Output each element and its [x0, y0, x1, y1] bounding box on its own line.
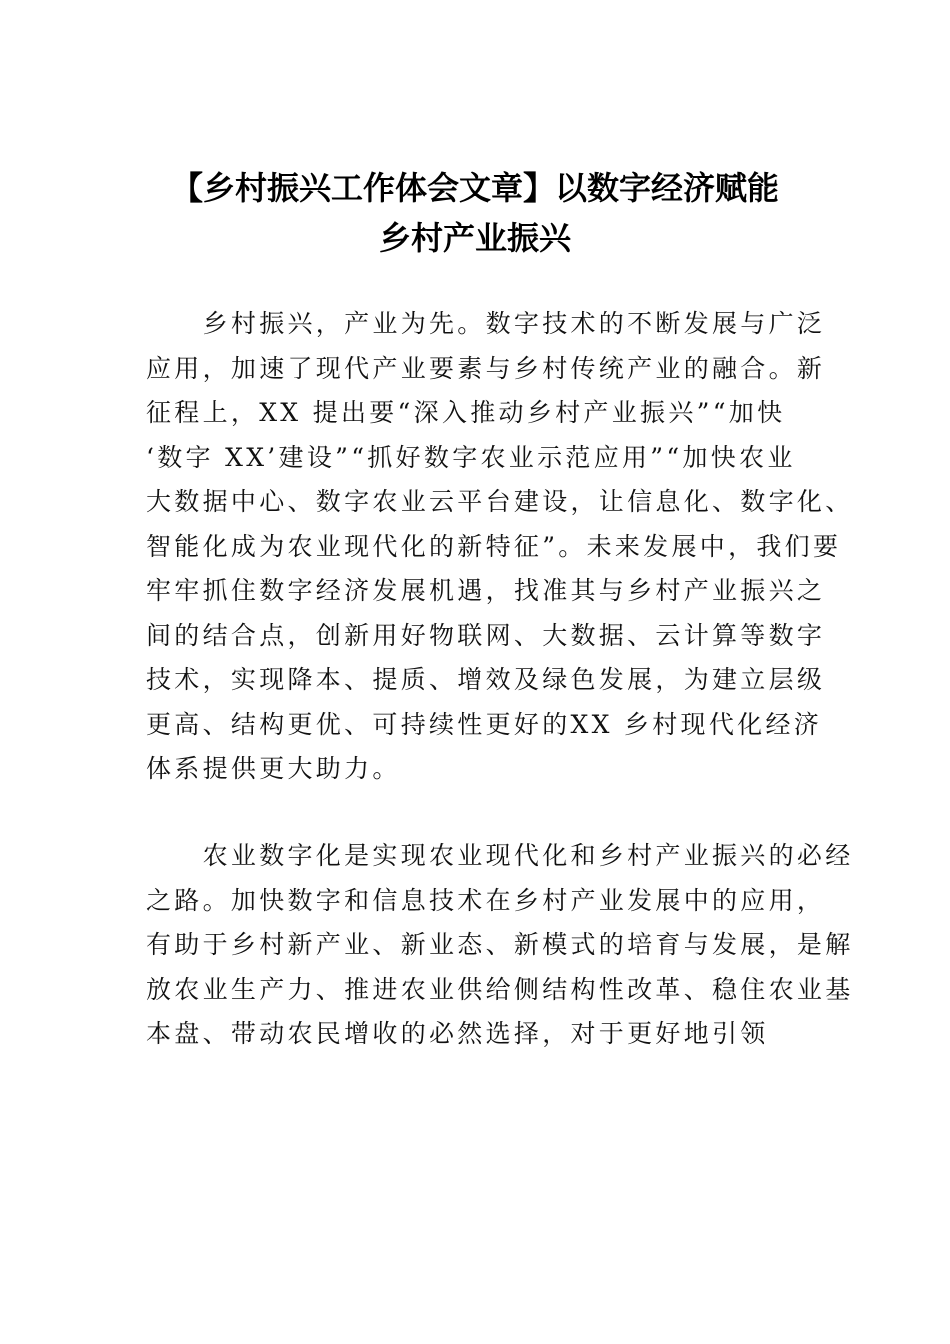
text-line: 征程上，XX 提出要“深入推动乡村产业振兴”“加快 — [146, 398, 786, 427]
text-line: 技术，实现降本、提质、增效及绿色发展，为建立层级 — [146, 665, 826, 694]
text-line: 更高、结构更优、可持续性更好的XX 乡村现代化经济 — [146, 709, 823, 739]
text-line: 本盘、带动农民增收的必然选择，对于更好地引领 — [146, 1019, 769, 1048]
text-line: 智能化成为农业现代化的新特征”。未来发展中，我们要 — [146, 531, 842, 561]
document-title — [100, 163, 850, 263]
text-line: 牢牢抓住数字经济发展机遇，找准其与乡村产业振兴之 — [146, 576, 826, 605]
text-line: 放农业生产力、推进农业供给侧结构性改革、稳住农业基 — [146, 974, 854, 1004]
text-line: ‘数字 XX’建设”“抓好数字农业示范应用”“加快农业 — [146, 442, 796, 472]
text-line: 乡村振兴，产业为先。数字技术的不断发展与广泛 — [146, 309, 826, 338]
title-line-2: 乡村产业振兴 — [378, 219, 571, 257]
paragraph-2 — [146, 834, 854, 1057]
text-line: 间的结合点，创新用好物联网、大数据、云计算等数字 — [146, 620, 826, 650]
title-line-1: 【乡村振兴工作体会文章】以数字经济赋能 — [170, 169, 779, 207]
text-line: 之路。加快数字和信息技术在乡村产业发展中的应用， — [146, 885, 826, 915]
text-line: 体系提供更大助力。 — [146, 754, 401, 783]
text-line: 大数据中心、数字农业云平台建设，让信息化、数字化、 — [146, 487, 854, 516]
paragraph-1 — [146, 302, 854, 792]
text-line: 农业数字化是实现农业现代化和乡村产业振兴的必经 — [146, 841, 854, 870]
text-line: 应用，加速了现代产业要素与乡村传统产业的融合。新 — [146, 353, 826, 383]
text-line: 有助于乡村新产业、新业态、新模式的培育与发展，是解 — [146, 930, 854, 959]
